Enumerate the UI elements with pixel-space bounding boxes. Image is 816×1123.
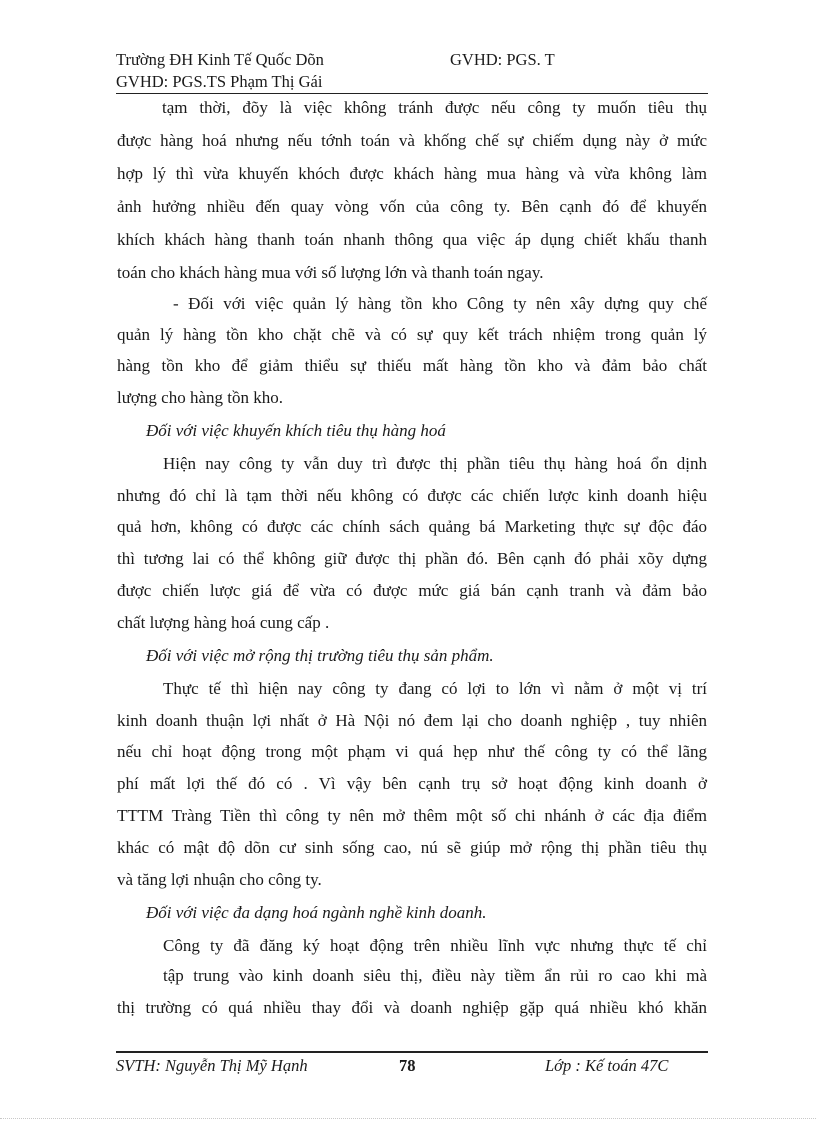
text-line: Hiện nay công ty vẫn duy trì được thị phần tiêu thụ hàng hoá ổn dịnh bbox=[163, 454, 707, 473]
text-line: quản lý hàng tồn kho chặt chẽ và có sự quy kết trách nhiệm trong quản lý bbox=[117, 325, 707, 344]
text-line: được hàng hoá nhưng nếu tớnh toán và khống chế sự chiếm dụng này ở mức bbox=[117, 131, 707, 150]
text-line: được chiến lược giá để vừa có được mức giá bán cạnh tranh và đảm bảo bbox=[117, 581, 707, 600]
text-line: khích khách hàng thanh toán nhanh thông qua việc áp dụng chiết khấu thanh bbox=[117, 230, 707, 249]
header-advisor-short: GVHD: PGS. T bbox=[450, 50, 555, 69]
text-line: Thực tế thì hiện nay công ty đang có lợi to lớn vì nằm ở một vị trí bbox=[163, 679, 707, 698]
section-heading: Đối với việc khuyến khích tiêu thụ hàng hoá bbox=[146, 421, 446, 440]
header-divider bbox=[116, 93, 708, 94]
text-line: kinh doanh thuận lợi nhất ở Hà Nội nó đem lại cho doanh nghiệp , tuy nhiên bbox=[117, 711, 707, 730]
section-heading: Đối với việc mở rộng thị trường tiêu thụ sản phẩm. bbox=[146, 646, 494, 665]
text-line: toán cho khách hàng mua với số lượng lớn và thanh toán ngay. bbox=[117, 263, 544, 282]
text-line: quả hơn, không có được các chính sách quảng bá Marketing thực sự độc đáo bbox=[117, 517, 707, 536]
text-line: nhưng đó chỉ là tạm thời nếu không có được các chiến lược kinh doanh hiệu bbox=[117, 486, 707, 505]
text-line: thì tương lai có thể không giữ được thị phần đó. Bên cạnh đó phải xõy dựng bbox=[117, 549, 707, 568]
text-line: hàng tồn kho để giảm thiểu sự thiếu mất hàng tồn kho và đảm bảo chất bbox=[117, 356, 707, 375]
text-line: Công ty đã đăng ký hoạt động trên nhiều lĩnh vực nhưng thực tế chỉ bbox=[163, 936, 707, 955]
text-line: nếu chỉ hoạt động trong một phạm vi quá hẹp như thế công ty có thể lãng bbox=[117, 742, 707, 761]
text-line: tập trung vào kinh doanh siêu thị, điều này tiềm ẩn rủi ro cao khi mà bbox=[163, 966, 707, 985]
text-line: TTTM Tràng Tiền thì công ty nên mở thêm một số chi nhánh ở các địa điểm bbox=[117, 806, 707, 825]
text-line: và tăng lợi nhuận cho công ty. bbox=[117, 870, 322, 889]
text-line: chất lượng hàng hoá cung cấp . bbox=[117, 613, 330, 632]
page-number: 78 bbox=[399, 1056, 416, 1075]
header-advisor-full: GVHD: PGS.TS Phạm Thị Gái bbox=[116, 72, 323, 91]
text-line: phí mất lợi thế đó có . Vì vậy bên cạnh trụ sở hoạt động kinh doanh ở bbox=[117, 774, 707, 793]
footer-class: Lớp : Kế toán 47C bbox=[545, 1056, 669, 1075]
text-line: hợp lý thì vừa khuyến khóch được khách hàng mua hàng và vừa không làm bbox=[117, 164, 707, 183]
text-line: thị trường có quá nhiều thay đổi và doanh nghiệp gặp quá nhiều khó khăn bbox=[117, 998, 707, 1017]
text-line: tạm thời, đõy là việc không tránh được nếu công ty muốn tiêu thụ bbox=[162, 98, 707, 117]
footer-student: SVTH: Nguyễn Thị Mỹ Hạnh bbox=[116, 1056, 308, 1075]
page-edge-divider bbox=[0, 1118, 816, 1119]
section-heading: Đối với việc đa dạng hoá ngành nghề kinh doanh. bbox=[146, 903, 487, 922]
footer-divider bbox=[116, 1051, 708, 1053]
text-line: lượng cho hàng tồn kho. bbox=[117, 388, 283, 407]
text-line: - Đối với việc quản lý hàng tồn kho Công ty nên xây dựng quy chế bbox=[173, 294, 707, 313]
text-line: ảnh hưởng nhiều đến quay vòng vốn của công ty. Bên cạnh đó để khuyến bbox=[117, 197, 707, 216]
text-line: khác có mật độ dõn cư sinh sống cao, nú sẽ giúp mở rộng thị phần tiêu thụ bbox=[117, 838, 707, 857]
header-school: Trường ĐH Kinh Tế Quốc Dõn bbox=[116, 50, 324, 69]
